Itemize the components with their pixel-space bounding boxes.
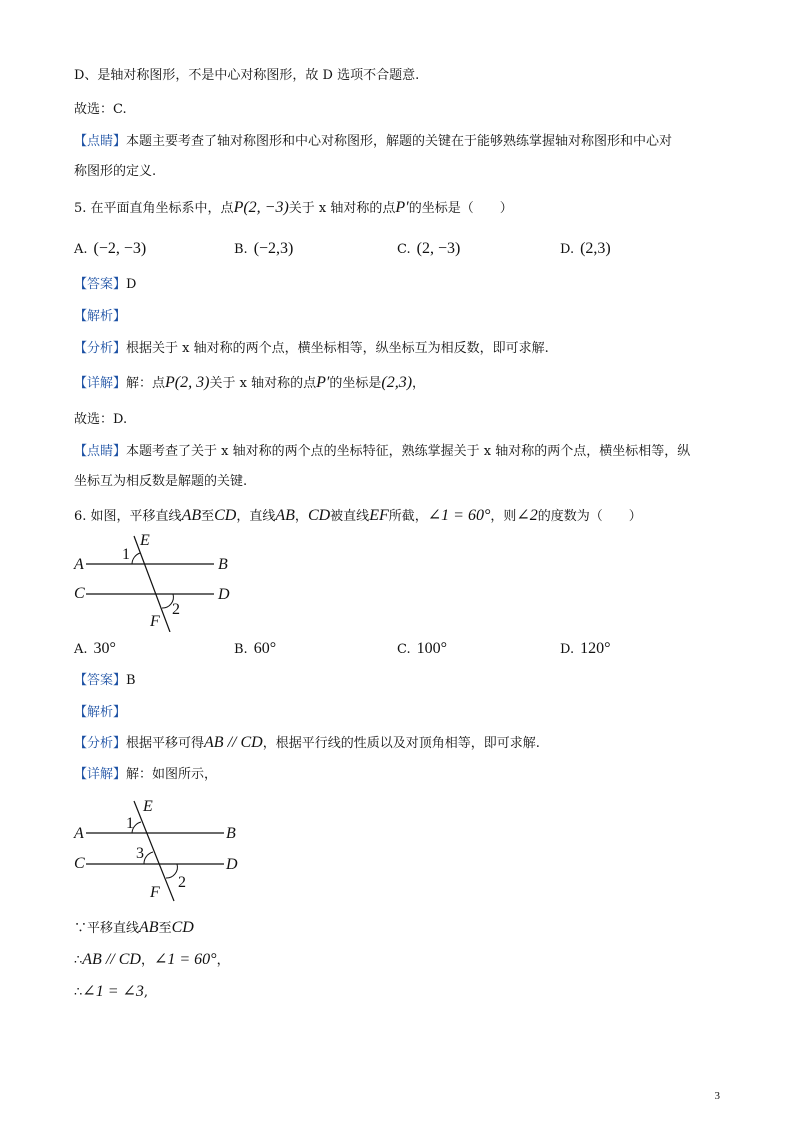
line-cd: CD: [171, 919, 194, 936]
line-ab: AB: [181, 507, 202, 524]
angle-3-arc: [144, 852, 153, 864]
label-angle-3: 3: [136, 845, 144, 862]
angle-2-arc: [166, 864, 177, 878]
step-text: ∴: [74, 953, 83, 968]
label-e: E: [143, 798, 153, 815]
xiangjie-text: 解：如图所示，: [126, 767, 218, 782]
step-text: ，: [216, 953, 230, 968]
label-b: B: [218, 556, 228, 573]
fenxi-tag: 【分析】: [74, 736, 127, 751]
q5-analysis-tag: 【解析】: [74, 309, 127, 324]
q5-option-d: [560, 240, 611, 258]
xiangjie-text: 解：点: [126, 376, 166, 391]
label-angle-1: 1: [122, 546, 130, 563]
line-ab: AB: [275, 507, 295, 524]
xiangjie-text: 关于 x 轴对称的点: [209, 376, 317, 391]
xiangjie-text: 的坐标是: [329, 376, 382, 391]
fenxi-text: 根据关于 x 轴对称的两个点，横坐标相等，纵坐标互为相反数，即可求解.: [126, 341, 549, 356]
option-letter: A.: [74, 642, 88, 657]
point-p-prime: P′: [316, 374, 330, 391]
stem-text: 的坐标是（ ）: [408, 201, 513, 216]
angle-equality: ∠1 = ∠3: [82, 983, 144, 1000]
question-6-stem: [74, 508, 642, 525]
q5-fenxi-line: [74, 341, 549, 357]
fenxi-tag: 【分析】: [74, 341, 127, 356]
line-cd: CD: [307, 507, 331, 524]
figure-parallel-lines-1: [70, 528, 240, 632]
stem-text: 的度数为（ ）: [537, 509, 642, 524]
option-value: (2, −3): [416, 240, 461, 257]
label-f: F: [150, 613, 160, 630]
label-d: D: [218, 586, 230, 603]
answer-tag: 【答案】: [74, 673, 127, 688]
stem-text: 被直线: [330, 509, 370, 524]
comment-line: [74, 134, 672, 150]
q6-option-a: [74, 640, 116, 658]
fenxi-text: 根据平移可得: [126, 736, 205, 751]
label-c: C: [74, 585, 85, 602]
stem-text: ，直线: [236, 509, 276, 524]
label-angle-2: 2: [178, 874, 186, 891]
result-coordinate: (2,3): [381, 374, 413, 391]
q5-xiangjie-line: [74, 375, 425, 392]
option-letter: C.: [397, 242, 411, 257]
option-letter: C.: [397, 642, 411, 657]
answer-value: D: [126, 277, 137, 292]
figure-parallel-lines-2: [70, 795, 250, 903]
q6-option-b: [234, 640, 276, 658]
angle-1-given: ∠1 = 60°: [427, 507, 491, 524]
point-p-prime: P′: [395, 199, 409, 216]
label-angle-2: 2: [172, 601, 180, 618]
question-number: 6.: [74, 509, 87, 524]
q6-option-c: [397, 640, 447, 658]
q5-comment-line-2: 坐标互为相反数是解题的关键.: [74, 474, 248, 489]
answer-value: B: [126, 673, 136, 688]
point-p: P(2, 3): [165, 374, 210, 391]
step-text: 至: [158, 921, 172, 936]
step-text: ∵平移直线: [74, 921, 140, 936]
stem-text: 关于 x 轴对称的点: [288, 201, 396, 216]
q5-choice: 故选：D.: [74, 412, 128, 427]
q6-step-1: [74, 920, 194, 937]
q5-option-c: [397, 240, 460, 258]
line-ab: AB: [139, 919, 159, 936]
answer-tag: 【答案】: [74, 277, 127, 292]
q6-answer-line: [74, 673, 136, 689]
label-e: E: [140, 532, 150, 549]
q5-answer-line: [74, 277, 136, 293]
line-cd: CD: [214, 507, 237, 524]
line-ef: EF: [369, 507, 389, 524]
parallel-relation: AB // CD: [204, 734, 263, 751]
xiangjie-tag: 【详解】: [74, 767, 127, 782]
stem-text: 至: [201, 509, 215, 524]
stem-text: 在平面直角坐标系中，点: [90, 201, 234, 216]
angle-2: ∠2: [516, 507, 538, 524]
q5-option-b: [234, 240, 293, 258]
option-value: 60°: [253, 640, 277, 657]
question-5-stem: [74, 200, 513, 217]
comment-text: 本题主要考查了轴对称图形和中心对称图形，解题的关键在于能够熟练掌握轴对称图形和中心对: [126, 134, 673, 149]
q6-xiangjie-line: [74, 767, 217, 783]
label-d: D: [226, 856, 238, 873]
q6-step-2: [74, 952, 230, 969]
label-b: B: [226, 825, 236, 842]
q5-comment-line: [74, 444, 690, 460]
q6-step-3: [74, 984, 148, 1001]
angle-1-given: ∠1 = 60°: [153, 951, 217, 968]
label-c: C: [74, 855, 85, 872]
choice-line: 故选：C.: [74, 102, 127, 117]
q5-option-a: [74, 240, 146, 258]
step-text: ，: [140, 953, 154, 968]
q6-option-d: [560, 640, 611, 658]
option-letter: B.: [234, 242, 248, 257]
option-letter: D.: [560, 642, 575, 657]
option-value: (2,3): [580, 240, 611, 257]
stem-text: 所截，: [388, 509, 428, 524]
question-number: 5.: [74, 201, 87, 216]
option-value: 120°: [580, 640, 611, 657]
comment-text: 本题考查了关于 x 轴对称的两个点的坐标特征，熟练掌握关于 x 轴对称的两个点，横坐标相等，纵: [126, 444, 691, 459]
label-angle-1: 1: [126, 815, 134, 832]
stem-text: ，: [294, 509, 308, 524]
comment-tag: 【点睛】: [74, 134, 127, 149]
option-value: (−2,3): [253, 240, 294, 257]
option-letter: D.: [560, 242, 575, 257]
option-letter: B.: [234, 642, 248, 657]
option-d-note: D、是轴对称图形，不是中心对称图形，故 D 选项不合题意.: [74, 68, 420, 83]
label-a: A: [74, 556, 84, 573]
option-value: 30°: [93, 640, 116, 657]
point-p: P(2, −3): [233, 199, 289, 216]
label-a: A: [74, 825, 84, 842]
comment-line-2: 称图形的定义.: [74, 164, 157, 179]
q6-analysis-tag: 【解析】: [74, 705, 127, 720]
option-value: 100°: [416, 640, 448, 657]
xiangjie-text: ，: [412, 376, 426, 391]
xiangjie-tag: 【详解】: [74, 376, 127, 391]
step-text: ,: [143, 985, 149, 1000]
option-letter: A.: [74, 242, 88, 257]
label-f: F: [150, 884, 160, 901]
angle-1-arc: [132, 553, 140, 564]
stem-text: ，则: [490, 509, 517, 524]
page-number: 3: [714, 1090, 720, 1102]
step-text: ∴: [74, 985, 83, 1000]
parallel-relation: AB // CD: [82, 951, 141, 968]
option-value: (−2, −3): [93, 240, 147, 257]
q6-fenxi-line: [74, 735, 540, 752]
comment-tag: 【点睛】: [74, 444, 127, 459]
fenxi-text: ，根据平行线的性质以及对顶角相等，即可求解.: [262, 736, 540, 751]
stem-text: 如图，平移直线: [90, 509, 182, 524]
